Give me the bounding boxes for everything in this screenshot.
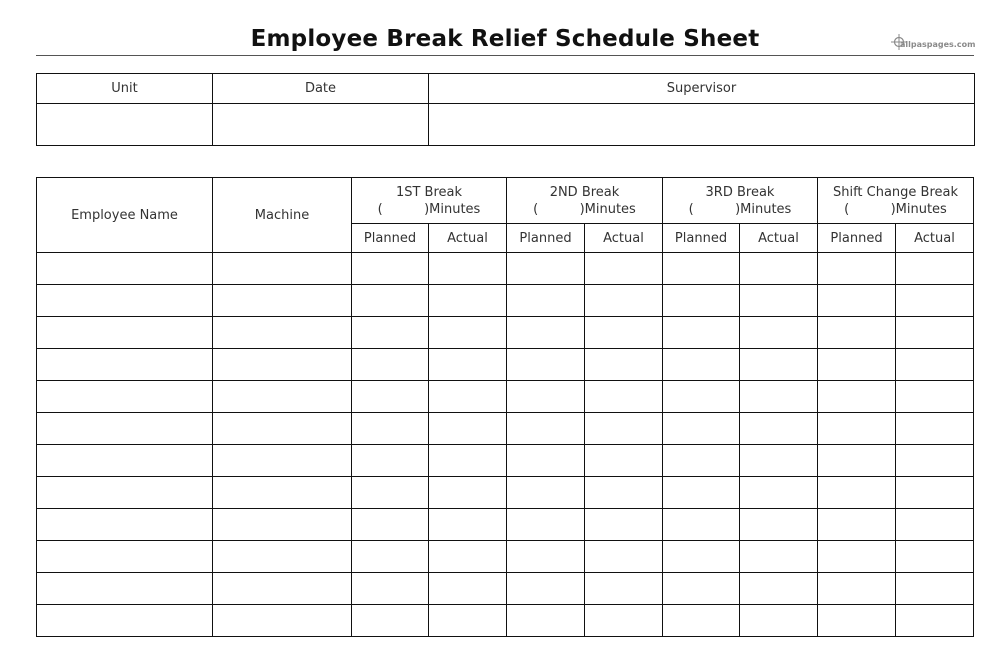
machine-cell[interactable] [213, 509, 352, 541]
employee-name-cell[interactable] [37, 445, 213, 477]
table-row [37, 477, 974, 509]
break-3-planned-cell[interactable] [663, 253, 740, 285]
watermark-text: allpaspages.com [900, 40, 976, 49]
break-2-actual-cell[interactable] [585, 573, 663, 605]
break-2-actual-cell[interactable] [585, 541, 663, 573]
employee-name-cell[interactable] [37, 605, 213, 637]
unit-field[interactable] [37, 104, 213, 146]
shift-change-actual-cell[interactable] [896, 445, 974, 477]
shift-change-planned-cell[interactable] [818, 349, 896, 381]
employee-name-cell[interactable] [37, 477, 213, 509]
break-3-actual-cell[interactable] [740, 285, 818, 317]
employee-name-cell[interactable] [37, 349, 213, 381]
break-2-planned-cell[interactable] [507, 349, 585, 381]
break-3-actual-cell[interactable] [740, 413, 818, 445]
break-1-planned-cell[interactable] [352, 413, 429, 445]
table-row [37, 573, 974, 605]
employee-name-cell[interactable] [37, 541, 213, 573]
employee-name-cell[interactable] [37, 381, 213, 413]
break-2-planned-cell[interactable] [507, 317, 585, 349]
shift-change-planned-cell[interactable] [818, 317, 896, 349]
shift-change-actual-cell[interactable] [896, 253, 974, 285]
break-1-planned-cell[interactable] [352, 381, 429, 413]
machine-cell[interactable] [213, 573, 352, 605]
schedule-header-row [37, 178, 974, 224]
break-1-header [352, 178, 507, 224]
shift-change-planned-cell[interactable] [818, 573, 896, 605]
break-name: 1ST Break [395, 184, 463, 200]
unit-header: Unit [37, 74, 213, 104]
planned-header: Planned [818, 224, 896, 253]
shift-change-planned-cell[interactable] [818, 477, 896, 509]
break-2-actual-cell[interactable] [585, 349, 663, 381]
break-1-actual-cell[interactable] [429, 477, 507, 509]
shift-change-planned-cell[interactable] [818, 605, 896, 637]
schedule-body [37, 253, 974, 637]
machine-cell[interactable] [213, 605, 352, 637]
break-2-planned-cell[interactable] [507, 445, 585, 477]
break-3-actual-cell[interactable] [740, 509, 818, 541]
machine-cell[interactable] [213, 317, 352, 349]
supervisor-field[interactable] [429, 104, 975, 146]
shift-change-actual-cell[interactable] [896, 573, 974, 605]
machine-header: Machine [213, 178, 352, 253]
break-3-planned-cell[interactable] [663, 477, 740, 509]
break-1-planned-cell[interactable] [352, 317, 429, 349]
break-name: Shift Change Break [832, 184, 959, 200]
break-2-planned-cell[interactable] [507, 381, 585, 413]
break-1-planned-cell[interactable] [352, 541, 429, 573]
machine-cell[interactable] [213, 477, 352, 509]
planned-header: Planned [507, 224, 585, 253]
shift-change-planned-cell[interactable] [818, 381, 896, 413]
employee-name-cell[interactable] [37, 413, 213, 445]
break-1-planned-cell[interactable] [352, 477, 429, 509]
break-1-planned-cell[interactable] [352, 445, 429, 477]
shift-change-planned-cell[interactable] [818, 253, 896, 285]
break-minutes-label: ( )Minutes [377, 201, 481, 217]
break-2-planned-cell[interactable] [507, 509, 585, 541]
break-2-actual-cell[interactable] [585, 413, 663, 445]
watermark-logo [891, 34, 981, 54]
machine-cell[interactable] [213, 445, 352, 477]
break-name: 2ND Break [549, 184, 620, 200]
shift-change-actual-cell[interactable] [896, 349, 974, 381]
table-row [37, 253, 974, 285]
table-row [37, 605, 974, 637]
info-value-row [37, 104, 975, 146]
machine-cell[interactable] [213, 349, 352, 381]
shift-change-actual-cell[interactable] [896, 317, 974, 349]
machine-cell[interactable] [213, 413, 352, 445]
shift-change-planned-cell[interactable] [818, 445, 896, 477]
info-table [36, 73, 975, 146]
break-2-actual-cell[interactable] [585, 285, 663, 317]
break-2-planned-cell[interactable] [507, 573, 585, 605]
machine-cell[interactable] [213, 541, 352, 573]
shift-change-actual-cell[interactable] [896, 413, 974, 445]
break-1-actual-cell[interactable] [429, 605, 507, 637]
schedule-table [36, 177, 974, 637]
break-3-actual-cell[interactable] [740, 445, 818, 477]
break-3-actual-cell[interactable] [740, 605, 818, 637]
break-3-planned-cell[interactable] [663, 349, 740, 381]
page-title: Employee Break Relief Schedule Sheet [250, 26, 760, 52]
date-field[interactable] [213, 104, 429, 146]
break-1-planned-cell[interactable] [352, 253, 429, 285]
employee-name-cell[interactable] [37, 285, 213, 317]
supervisor-header: Supervisor [429, 74, 975, 104]
break-3-planned-cell[interactable] [663, 509, 740, 541]
break-1-planned-cell[interactable] [352, 285, 429, 317]
break-2-actual-cell[interactable] [585, 509, 663, 541]
break-1-actual-cell[interactable] [429, 445, 507, 477]
shift-change-planned-cell[interactable] [818, 285, 896, 317]
table-row [37, 381, 974, 413]
info-header-row [37, 74, 975, 104]
break-2-planned-cell[interactable] [507, 253, 585, 285]
break-3-actual-cell[interactable] [740, 541, 818, 573]
break-2-planned-cell[interactable] [507, 285, 585, 317]
break-1-actual-cell[interactable] [429, 381, 507, 413]
break-2-actual-cell[interactable] [585, 381, 663, 413]
planned-header: Planned [663, 224, 740, 253]
break-3-actual-cell[interactable] [740, 573, 818, 605]
shift-change-actual-cell[interactable] [896, 541, 974, 573]
break-2-planned-cell[interactable] [507, 413, 585, 445]
shift-change-actual-cell[interactable] [896, 509, 974, 541]
break-1-actual-cell[interactable] [429, 349, 507, 381]
break-2-actual-cell[interactable] [585, 445, 663, 477]
break-1-actual-cell[interactable] [429, 541, 507, 573]
break-1-actual-cell[interactable] [429, 317, 507, 349]
table-row [37, 445, 974, 477]
break-1-actual-cell[interactable] [429, 509, 507, 541]
break-minutes-label: ( )Minutes [533, 201, 636, 217]
table-row [37, 285, 974, 317]
shift-change-actual-cell[interactable] [896, 285, 974, 317]
machine-cell[interactable] [213, 285, 352, 317]
break-2-planned-cell[interactable] [507, 605, 585, 637]
break-1-planned-cell[interactable] [352, 349, 429, 381]
table-row [37, 509, 974, 541]
shift-change-break-header [818, 178, 974, 224]
break-3-planned-cell[interactable] [663, 381, 740, 413]
shift-change-actual-cell[interactable] [896, 477, 974, 509]
shift-change-planned-cell[interactable] [818, 413, 896, 445]
planned-header: Planned [352, 224, 429, 253]
break-1-actual-cell[interactable] [429, 285, 507, 317]
break-1-actual-cell[interactable] [429, 413, 507, 445]
actual-header: Actual [429, 224, 507, 253]
break-name: 3RD Break [705, 184, 775, 200]
table-row [37, 413, 974, 445]
employee-name-cell[interactable] [37, 317, 213, 349]
break-1-actual-cell[interactable] [429, 253, 507, 285]
break-3-header [663, 178, 818, 224]
break-2-actual-cell[interactable] [585, 605, 663, 637]
break-3-planned-cell[interactable] [663, 413, 740, 445]
break-3-planned-cell[interactable] [663, 285, 740, 317]
machine-cell[interactable] [213, 253, 352, 285]
date-header: Date [213, 74, 429, 104]
break-3-planned-cell[interactable] [663, 541, 740, 573]
break-2-header [507, 178, 663, 224]
break-3-actual-cell[interactable] [740, 349, 818, 381]
break-2-actual-cell[interactable] [585, 317, 663, 349]
break-3-planned-cell[interactable] [663, 605, 740, 637]
break-2-actual-cell[interactable] [585, 477, 663, 509]
break-3-actual-cell[interactable] [740, 317, 818, 349]
actual-header: Actual [740, 224, 818, 253]
break-3-actual-cell[interactable] [740, 253, 818, 285]
break-3-planned-cell[interactable] [663, 317, 740, 349]
break-2-planned-cell[interactable] [507, 477, 585, 509]
actual-header: Actual [896, 224, 974, 253]
employee-name-header: Employee Name [37, 178, 213, 253]
shift-change-planned-cell[interactable] [818, 541, 896, 573]
break-minutes-label: ( )Minutes [844, 201, 947, 217]
break-1-planned-cell[interactable] [352, 509, 429, 541]
table-row [37, 349, 974, 381]
break-1-actual-cell[interactable] [429, 573, 507, 605]
break-3-actual-cell[interactable] [740, 477, 818, 509]
shift-change-planned-cell[interactable] [818, 509, 896, 541]
break-2-actual-cell[interactable] [585, 253, 663, 285]
break-1-planned-cell[interactable] [352, 605, 429, 637]
employee-name-cell[interactable] [37, 573, 213, 605]
shift-change-actual-cell[interactable] [896, 605, 974, 637]
table-row [37, 317, 974, 349]
machine-cell[interactable] [213, 381, 352, 413]
table-row [37, 541, 974, 573]
break-minutes-label: ( )Minutes [688, 201, 792, 217]
actual-header: Actual [585, 224, 663, 253]
shift-change-actual-cell[interactable] [896, 381, 974, 413]
break-3-planned-cell[interactable] [663, 573, 740, 605]
break-3-planned-cell[interactable] [663, 445, 740, 477]
employee-name-cell[interactable] [37, 253, 213, 285]
employee-name-cell[interactable] [37, 509, 213, 541]
break-3-actual-cell[interactable] [740, 381, 818, 413]
break-2-planned-cell[interactable] [507, 541, 585, 573]
title-underline [36, 55, 974, 56]
break-1-planned-cell[interactable] [352, 573, 429, 605]
